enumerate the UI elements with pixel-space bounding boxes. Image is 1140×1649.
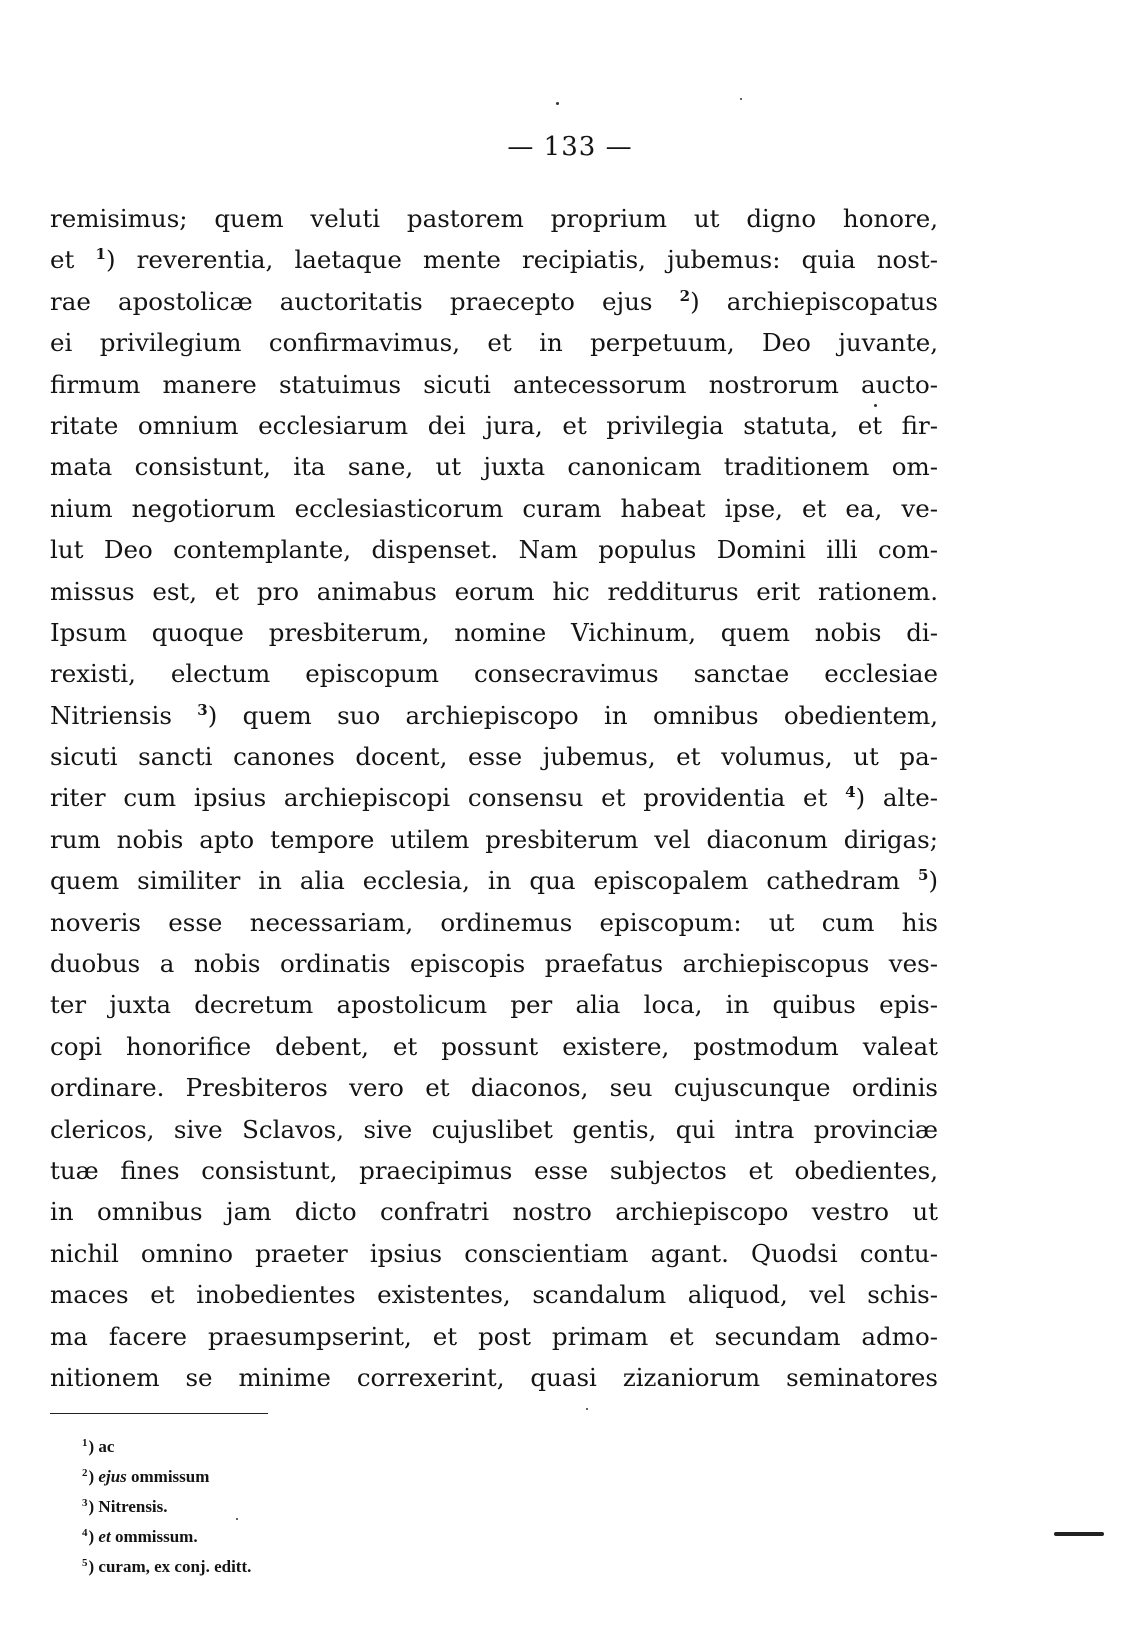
- text-line: nichil omnino praeter ipsius conscientiam agant. Quodsi contu-: [50, 1238, 938, 1268]
- text-line: riter cum ipsius archiepiscopi consensu et providentia et $^4$) alte-: [50, 783, 938, 813]
- text-line: rae apostolicæ auctoritatis praecepto ejus $^2$) archiepiscopatus: [50, 286, 938, 316]
- text-line: ordinare. Presbiteros vero et diaconos, seu cujuscunque ordinis: [50, 1073, 938, 1103]
- footnote-mark: 1: [82, 1437, 88, 1449]
- footnote-reference: 5: [918, 866, 929, 885]
- text-line: duobus a nobis ordinatis episcopis praefatus archiepiscopus ves-: [50, 949, 938, 979]
- footnote-text: curam, ex conj. editt.: [98, 1557, 252, 1576]
- text-line: ritate omnium ecclesiarum dei jura, et privilegia statuta, et fir-: [50, 410, 938, 440]
- paper-speck: [874, 404, 877, 407]
- footnote-reference: 1: [95, 245, 106, 264]
- text-line: firmum manere statuimus sicuti antecessorum nostrorum aucto-: [50, 369, 938, 399]
- footnote-text: ommissum.: [110, 1527, 198, 1546]
- text-line: et $^1$) reverentia, laetaque mente recipiatis, jubemus: quia nost-: [50, 245, 938, 275]
- footnote-mark: 5: [82, 1557, 88, 1569]
- footnote-text: Nitrensis.: [98, 1497, 168, 1516]
- text-line: ter juxta decretum apostolicum per alia loca, in quibus epis-: [50, 990, 938, 1020]
- text-line: remisimus; quem veluti pastorem proprium ut digno honore,: [50, 204, 938, 233]
- text-line: Nitriensis $^3$) quem suo archiepiscopo in omnibus obedientem,: [50, 700, 939, 730]
- footnotes: [82, 1428, 482, 1578]
- text-line: mata consistunt, ita sane, ut juxta canonicam traditionem om-: [50, 452, 938, 482]
- text-line: quem similiter in alia ecclesia, in qua episcopalem cathedram $^5$): [50, 866, 938, 896]
- footnote: $^5$) curam, ex conj. editt.: [82, 1557, 252, 1576]
- footnote-mark: 3: [82, 1497, 88, 1509]
- text-line: Ipsum quoque presbiterum, nomine Vichinum, quem nobis di-: [50, 617, 938, 647]
- text-line: noveris esse necessariam, ordinemus episcopum: ut cum his: [50, 907, 938, 937]
- text-line: sicuti sancti canones docent, esse jubemus, et volumus, ut pa-: [50, 742, 938, 772]
- paper-speck: [586, 1408, 588, 1410]
- footnote-reference: 3: [197, 700, 208, 719]
- footnote: $^3$) Nitrensis.: [82, 1497, 168, 1516]
- footnote: $^4$) et ommissum.: [82, 1527, 198, 1546]
- text-line: tuæ fines consistunt, praecipimus esse subjectos et obedientes,: [50, 1155, 938, 1185]
- paper-speck: [236, 1518, 238, 1520]
- text-line: ei privilegium confirmavimus, et in perpetuum, Deo juvante,: [50, 328, 938, 358]
- footnote: $^1$) ac: [82, 1437, 115, 1456]
- printer-mark: [1054, 1532, 1104, 1536]
- footnote: $^2$) ejus ommissum: [82, 1467, 210, 1486]
- body-text: [50, 198, 938, 1398]
- footnote-italic: et: [98, 1527, 111, 1546]
- footnote-italic: ejus: [98, 1467, 127, 1486]
- footnote-rule: [50, 1413, 268, 1414]
- paper-speck: [556, 102, 559, 105]
- footnote-mark: 4: [82, 1527, 88, 1539]
- text-line: nium negotiorum ecclesiasticorum curam habeat ipse, et ea, ve-: [50, 493, 938, 523]
- text-line: maces et inobedientes existentes, scandalum aliquod, vel schis-: [50, 1280, 938, 1310]
- footnote-text: ac: [98, 1437, 115, 1456]
- paper-speck: [740, 98, 742, 100]
- text-line: rexisti, electum episcopum consecravimus sanctae ecclesiae: [50, 659, 938, 689]
- text-line: ma facere praesumpserint, et post primam et secundam admo-: [50, 1321, 938, 1351]
- footnote-text: ommissum: [126, 1467, 210, 1486]
- text-line: clericos, sive Sclavos, sive cujuslibet gentis, qui intra provinciæ: [50, 1114, 938, 1144]
- footnote-mark: 2: [82, 1467, 88, 1479]
- text-line: lut Deo contemplante, dispenset. Nam populus Domini illi com-: [50, 535, 938, 565]
- text-line: rum nobis apto tempore utilem presbiterum vel diaconum dirigas;: [50, 824, 938, 854]
- text-line: missus est, et pro animabus eorum hic redditurus erit rationem.: [50, 576, 938, 606]
- footnote-reference: 2: [679, 286, 691, 305]
- text-line: in omnibus jam dicto confratri nostro archiepiscopo vestro ut: [50, 1197, 938, 1227]
- footnote-reference: 4: [845, 783, 856, 802]
- page-number: — 133 —: [507, 132, 633, 162]
- text-line: nitionem se minime correxerint, quasi zizaniorum seminatores: [50, 1362, 938, 1392]
- text-line: copi honorifice debent, et possunt existere, postmodum valeat: [50, 1031, 938, 1061]
